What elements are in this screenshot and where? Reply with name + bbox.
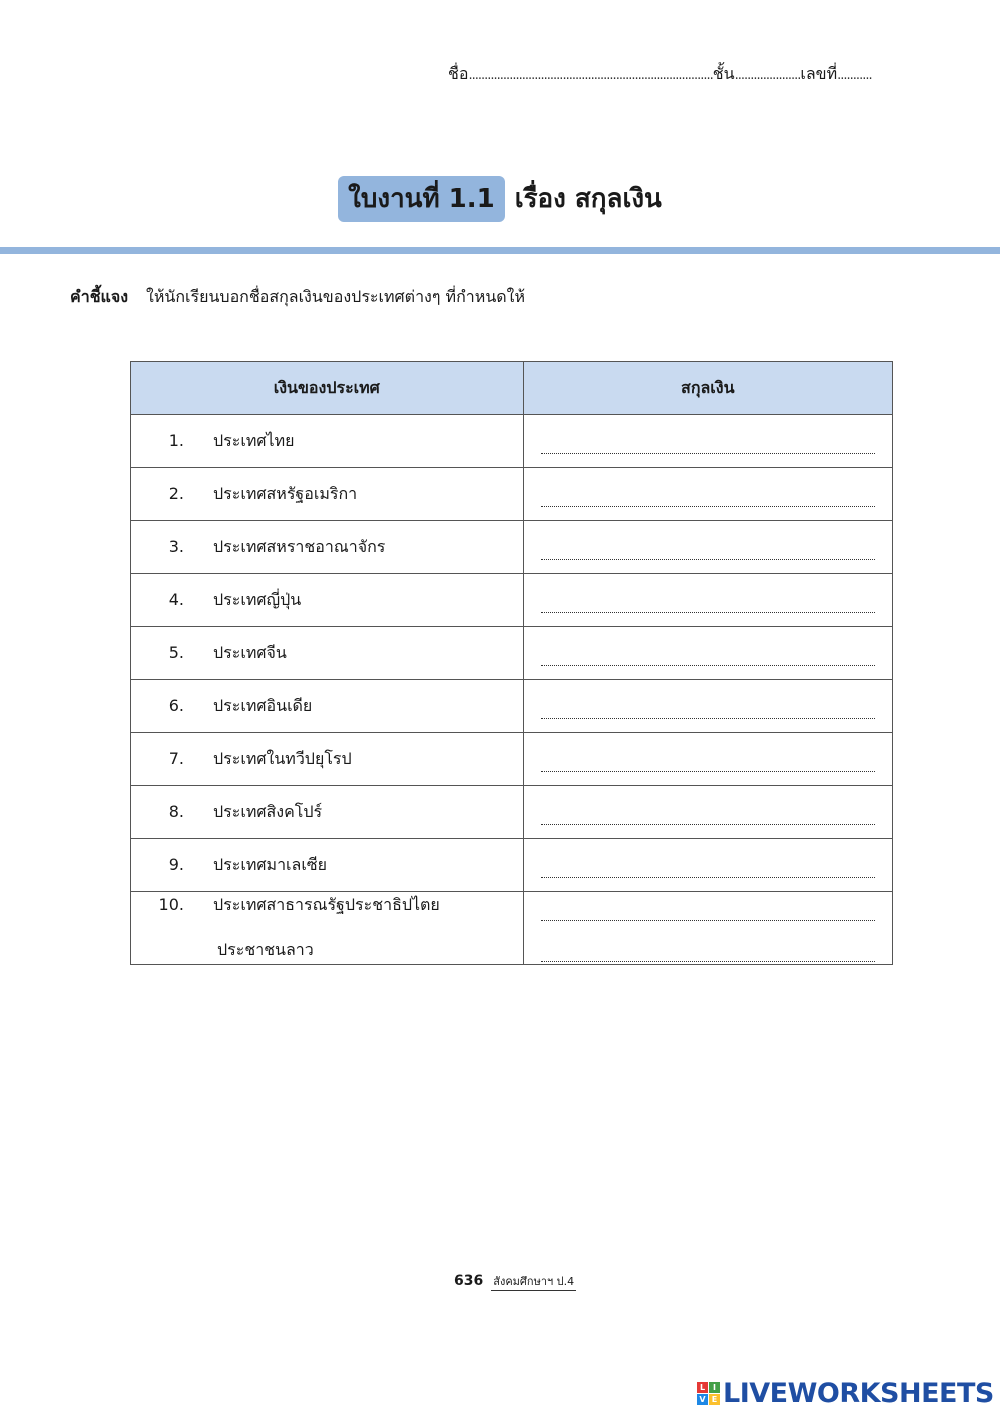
country-name: ประเทศญี่ปุ่น xyxy=(213,589,302,609)
answer-field[interactable] xyxy=(541,759,875,772)
logo-icon xyxy=(697,1382,720,1405)
answer-field[interactable] xyxy=(541,908,875,921)
table-row xyxy=(131,468,893,521)
logo-letter: L xyxy=(697,1382,708,1393)
instructions xyxy=(70,285,525,310)
table-row xyxy=(131,892,893,965)
country-name: ประเทศอินเดีย xyxy=(213,695,313,715)
logo-letter: I xyxy=(709,1382,720,1393)
column-header-country: เงินของประเทศ xyxy=(131,362,524,415)
instructions-text: ให้นักเรียนบอกชื่อสกุลเงินของประเทศต่างๆ ที่กำหนดให้ xyxy=(146,287,525,306)
row-number: 10. xyxy=(158,895,184,914)
row-number: 4. xyxy=(168,589,184,609)
name-label: ชื่อ xyxy=(448,64,469,83)
page-footer xyxy=(454,1270,576,1290)
table-row xyxy=(131,627,893,680)
table-row xyxy=(131,786,893,839)
column-header-currency: สกุลเงิน xyxy=(523,362,892,415)
country-name: ประเทศไทย xyxy=(213,430,295,450)
row-number: 3. xyxy=(168,536,184,556)
page-number: 636 xyxy=(454,1273,484,1289)
answer-field[interactable] xyxy=(541,494,875,507)
table-row xyxy=(131,680,893,733)
answer-field[interactable] xyxy=(541,653,875,666)
row-number: 5. xyxy=(168,642,184,662)
table-row xyxy=(131,574,893,627)
answer-field[interactable] xyxy=(541,812,875,825)
country-name: ประเทศมาเลเซีย xyxy=(213,854,328,874)
logo-letter: V xyxy=(697,1394,708,1405)
student-info-line xyxy=(448,62,872,87)
brand-name: LIVEWORKSHEETS xyxy=(723,1378,994,1409)
answer-field[interactable] xyxy=(541,706,875,719)
table-row xyxy=(131,415,893,468)
answer-field[interactable] xyxy=(541,547,875,560)
class-field[interactable]: ..................... xyxy=(734,68,801,83)
table-row xyxy=(131,733,893,786)
country-name: ประเทศจีน xyxy=(213,642,287,662)
book-title: สังคมศึกษาฯ ป.4 xyxy=(491,1275,576,1291)
table-row xyxy=(131,521,893,574)
title-divider xyxy=(0,247,1000,254)
country-name: ประเทศสหรัฐอเมริกา xyxy=(213,483,358,503)
table-row xyxy=(131,839,893,892)
class-label: ชั้น xyxy=(712,64,735,83)
liveworksheets-logo xyxy=(697,1378,994,1409)
country-name: ประเทศในทวีปยุโรป xyxy=(213,748,352,768)
table-header-row xyxy=(131,362,893,415)
row-number: 7. xyxy=(168,748,184,768)
country-name: ประเทศสหราชอาณาจักร xyxy=(213,536,386,556)
number-field[interactable]: ........... xyxy=(837,68,872,83)
currency-table xyxy=(130,361,893,965)
row-number: 8. xyxy=(168,801,184,821)
row-number: 1. xyxy=(168,430,184,450)
answer-field[interactable] xyxy=(541,865,875,878)
answer-field-line2[interactable] xyxy=(541,949,875,962)
instructions-label: คำชี้แจง xyxy=(70,287,129,306)
number-label: เลขที่ xyxy=(800,64,838,83)
row-number: 2. xyxy=(168,483,184,503)
country-name: ประเทศสาธารณรัฐประชาธิปไตย xyxy=(213,895,440,914)
row-number: 9. xyxy=(168,854,184,874)
answer-field[interactable] xyxy=(541,441,875,454)
row-number: 6. xyxy=(168,695,184,715)
country-name-line2: ประชาชนลาว xyxy=(217,940,314,959)
worksheet-number-chip: ใบงานที่ 1.1 xyxy=(338,176,505,222)
worksheet-topic: เรื่อง สกุลเงิน xyxy=(514,184,662,214)
worksheet-title xyxy=(0,176,1000,222)
answer-field[interactable] xyxy=(541,600,875,613)
country-name: ประเทศสิงคโปร์ xyxy=(213,801,323,821)
name-field[interactable]: .............................................................................. xyxy=(468,68,713,83)
logo-letter: E xyxy=(709,1394,720,1405)
